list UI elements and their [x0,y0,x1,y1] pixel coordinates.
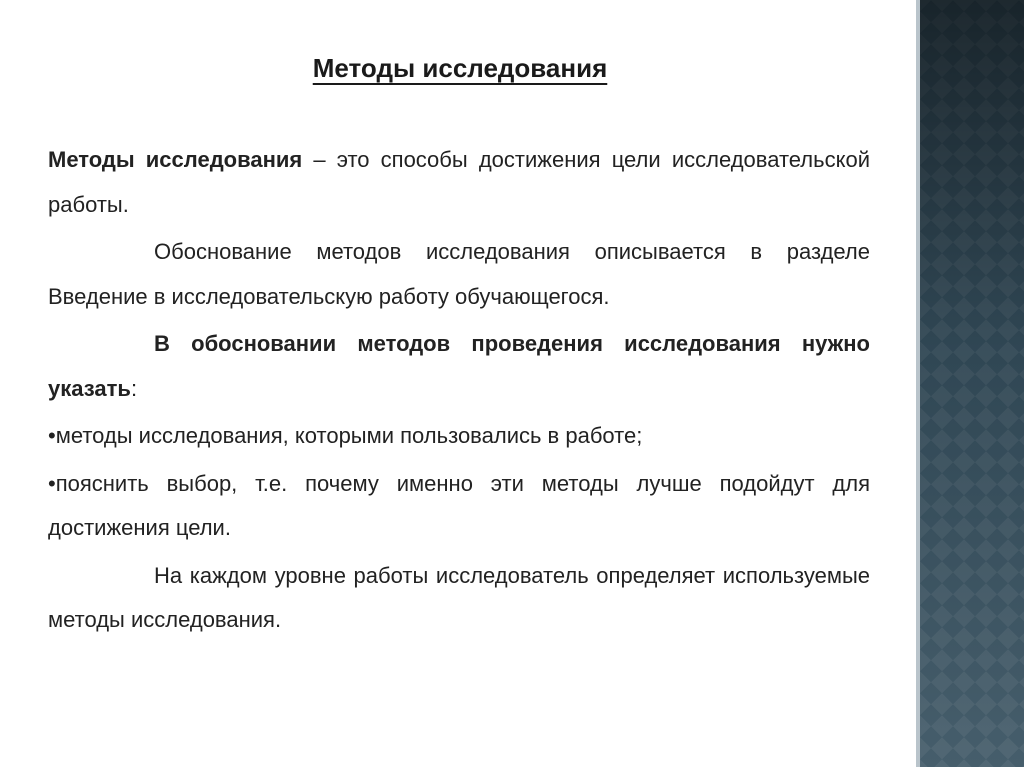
decorative-side-panel [920,0,1024,767]
requirements-colon: : [130,375,138,401]
justification-paragraph: Обоснование методов исследования описывается в разделе Введение в исследовательскую работу обучающегося. [48,239,870,309]
definition-term: Методы исследования [48,147,303,172]
bullet-item-choice: •пояснить выбор, т.е. почему именно эти методы лучше подойдут для достижения цели. [48,470,870,540]
requirements-paragraph [48,322,870,411]
requirements-bold-text: В обосновании методов проведения исследования нужно указать [48,331,870,401]
slide-title: Методы исследования [312,53,608,83]
bullet-item-methods: •методы исследования, которыми пользовались в работе; [48,423,643,448]
definition-paragraph [48,138,870,227]
conclusion-paragraph: На каждом уровне работы исследователь определяет используемые методы исследования. [48,562,870,632]
slide-content [48,138,870,646]
definition-text: – это способы достижения цели исследовательской работы. [48,147,870,217]
